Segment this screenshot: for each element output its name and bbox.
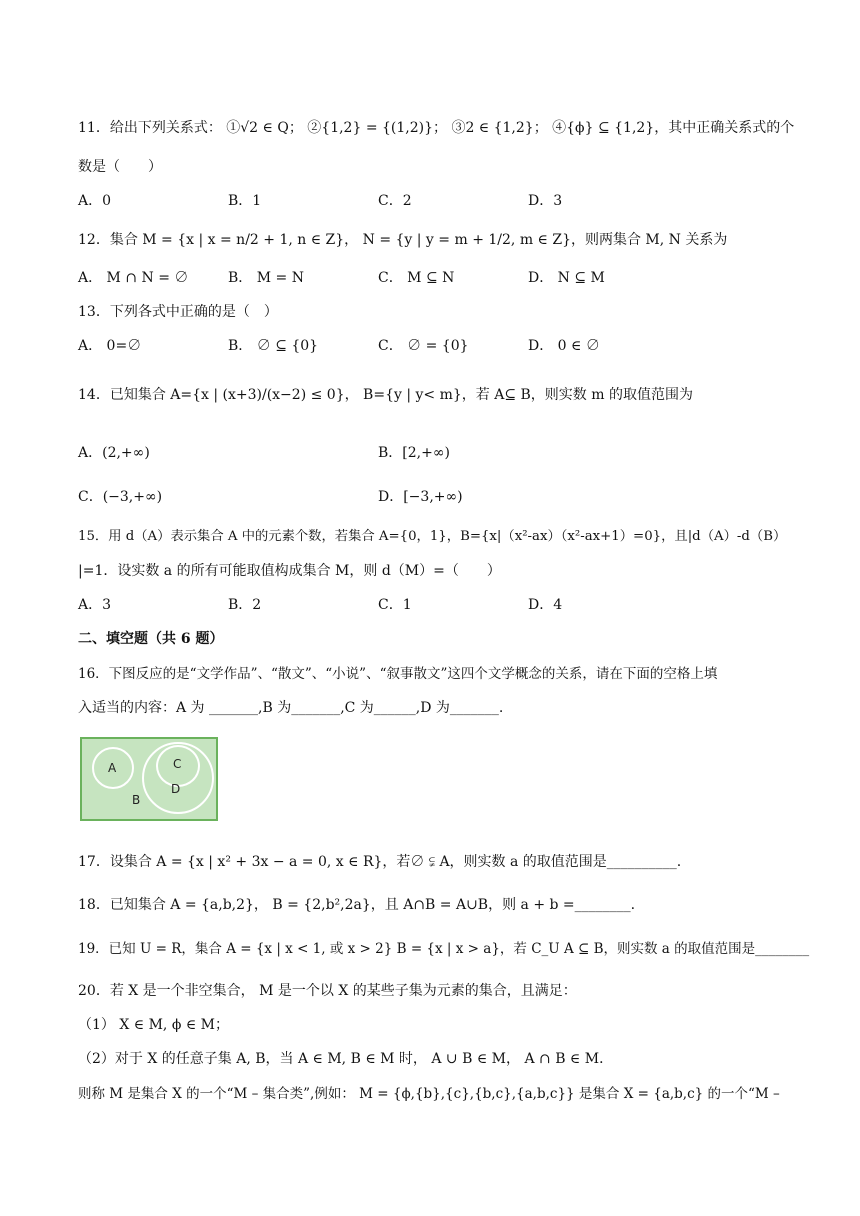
q16-stem-line2: 入适当的内容：A 为 _______,B 为_______,C 为______,D 为_______.	[78, 700, 504, 716]
q13-option-a: A． 0=∅	[78, 338, 142, 354]
q11-stem-line2: 数是（ ）	[78, 159, 162, 175]
label-a: A	[108, 761, 117, 775]
q16-stem-line1: 16．下图反应的是“文学作品”、“散文”、“小说”、“叙事散文”这四个文学概念的关系，请在下面的空格上填	[78, 666, 718, 682]
section-heading: 二、填空题（共 6 题）	[78, 631, 224, 647]
label-b: B	[132, 793, 141, 807]
q11-option-d: D．3	[528, 193, 563, 209]
q15-option-b: B．2	[228, 597, 262, 613]
q11-option-a: A．0	[78, 193, 112, 209]
q14-option-c: C．(−3,+∞)	[78, 489, 163, 505]
q20-line1: 20．若 X 是一个非空集合， M 是一个以 X 的某些子集为元素的集合，且满足：	[78, 983, 577, 999]
q14-option-a: A．(2,+∞)	[78, 445, 150, 461]
q15-stem-line1: 15．用 d（A）表示集合 A 中的元素个数，若集合 A={0，1}，B={x|（x²-ax）（x²-ax+1）=0}，且|d（A）-d（B）	[78, 529, 787, 544]
q18-stem: 18．已知集合 A = {a,b,2}， B = {2,b²,2a}，且 A∩B = A∪B，则 a + b =________.	[78, 897, 636, 913]
q15-option-c: C．1	[378, 597, 412, 613]
q13-option-c: C． ∅ = {0}	[378, 338, 469, 354]
q11-stem-line1: 11．给出下列关系式： ①√2 ∈ Q； ②{1,2} = {(1,2)}； ③2 ∈ {1,2}； ④{ϕ} ⊆ {1,2}，其中正确关系式的个	[78, 120, 795, 136]
q12-option-a: A． M ∩ N = ∅	[78, 270, 189, 286]
q13-option-b: B． ∅ ⊆ {0}	[228, 338, 319, 354]
q12-stem: 12．集合 M = {x | x = n/2 + 1, n ∈ Z}， N = {y | y = m + 1/2, m ∈ Z}，则两集合 M, N 关系为	[78, 232, 728, 248]
label-d: D	[171, 782, 181, 796]
q13-stem: 13．下列各式中正确的是（ ）	[78, 304, 278, 320]
q19-stem: 19．已知 U = R，集合 A = {x | x < 1, 或 x > 2} B = {x | x > a}，若 C_U A ⊆ B，则实数 a 的取值范围是________	[78, 941, 810, 957]
q17-stem: 17．设集合 A = {x | x² + 3x − a = 0, x ∈ R}，若∅ ⫋ A，则实数 a 的取值范围是__________.	[78, 854, 682, 870]
q14-stem: 14．已知集合 A={x | (x+3)/(x−2) ≤ 0}， B={y | y< m}，若 A⊆ B，则实数 m 的取值范围为	[78, 387, 693, 403]
q14-option-b: B．[2,+∞)	[378, 445, 450, 461]
q20-line3: （2）对于 X 的任意子集 A, B，当 A ∈ M, B ∈ M 时， A ∪ B ∈ M， A ∩ B ∈ M．	[78, 1051, 614, 1067]
q15-stem-line2: |=1．设实数 a 的所有可能取值构成集合 M，则 d（M）=（ ）	[78, 563, 501, 579]
label-c: C	[173, 757, 182, 771]
q12-option-c: C． M ⊆ N	[378, 270, 455, 286]
q15-option-a: A．3	[78, 597, 112, 613]
q13-option-d: D． 0 ∈ ∅	[528, 338, 600, 354]
q12-option-d: D． N ⊆ M	[528, 270, 605, 286]
q14-option-d: D．[−3,+∞)	[378, 489, 463, 505]
q11-option-b: B．1	[228, 193, 262, 209]
q11-option-c: C．2	[378, 193, 412, 209]
venn-diagram	[80, 737, 218, 821]
q12-option-b: B． M = N	[228, 270, 304, 286]
q20-line4: 则称 M 是集合 X 的一个“M – 集合类”,例如： M = {ϕ,{b},{c},{b,c},{a,b,c}} 是集合 X = {a,b,c} 的一个“M –	[78, 1086, 780, 1102]
q15-option-d: D．4	[528, 597, 563, 613]
q20-line2: （1） X ∈ M, ϕ ∈ M；	[78, 1017, 229, 1033]
